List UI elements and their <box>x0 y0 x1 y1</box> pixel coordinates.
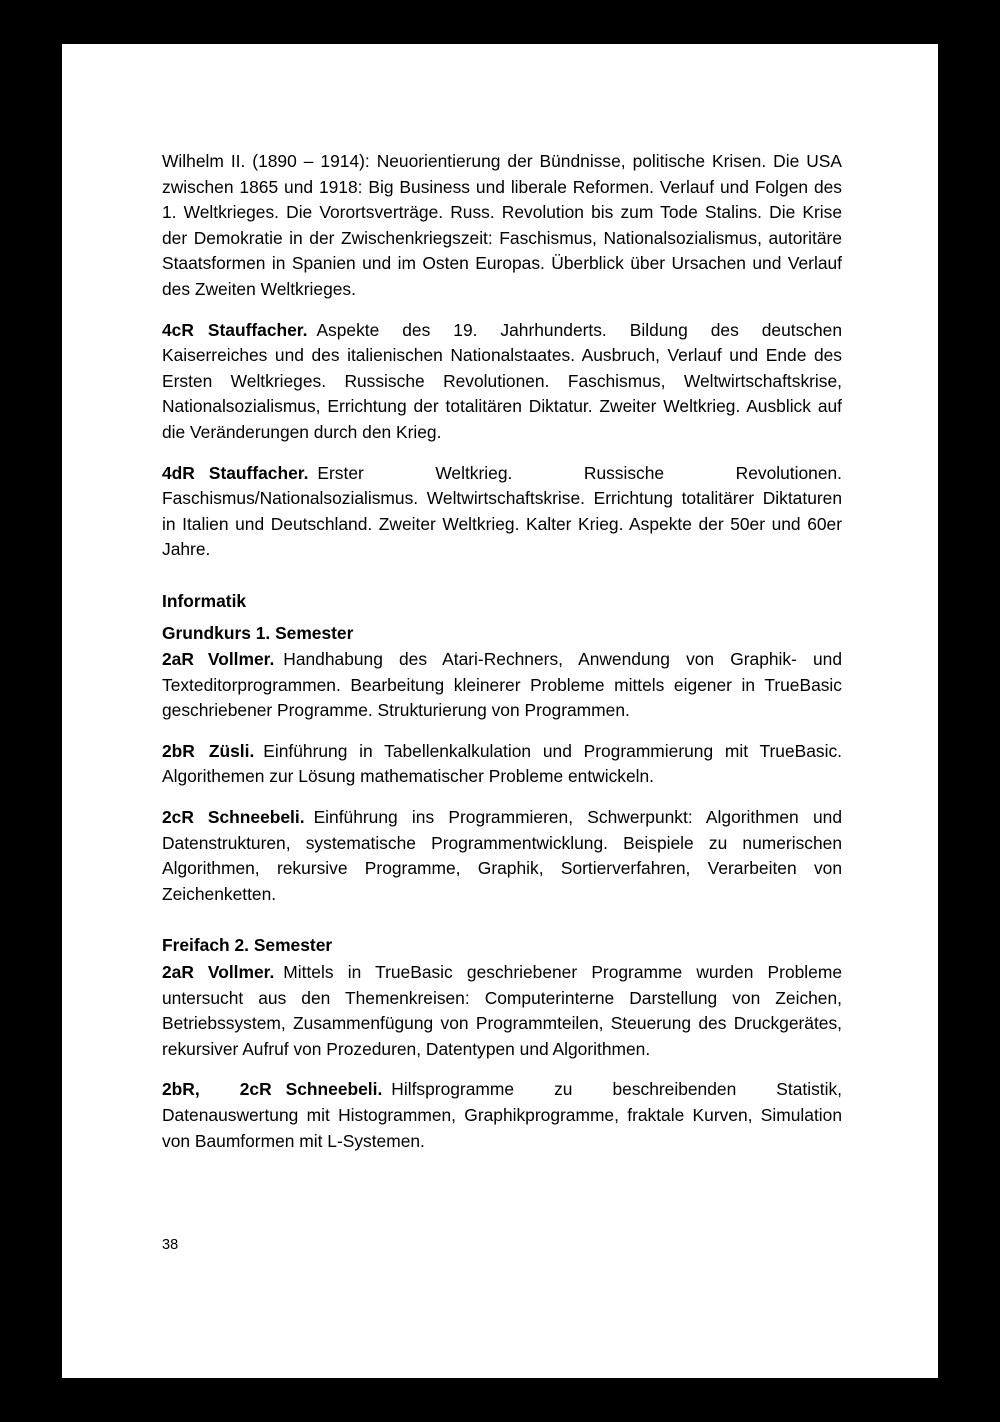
paragraph-text: Wilhelm II. (1890 – 1914): Neuorientierung der Bündnisse, politische Krisen. Die USA zwischen 1865 und 1918: Big Business und liberale Reformen. Verlauf und Folgen des 1. Weltkrieges. Die Vorortsverträge. Russ. Revolution bis zum Tode Stalins. Die Krise der Demokratie in der Zwischenkriegszeit: Faschismus, Nationalsozialismus, autoritäre Staatsformen in Spanien und im Osten Europas. Überblick über Ursachen und Verlauf des Zweiten Weltkrieges. <box>162 151 842 299</box>
teacher-name: Vollmer. <box>207 649 275 670</box>
paragraph-history-continuation <box>162 149 842 303</box>
page-number: 38 <box>162 1237 179 1253</box>
course-code: 2bR <box>162 740 195 761</box>
teacher-name: Stauffacher. <box>208 462 309 483</box>
course-description: Mittels in TrueBasic geschriebener Programme wurden Probleme untersucht aus den Themenkreisen: Computerinterne Darstellung von Zeichen, Betriebssystem, Zusammenfügung von Programmteilen, Steuerung des Druckgerätes, rekursiver Aufruf von Prozeduren, Datentypen und Algorithmen. <box>162 962 842 1059</box>
course-entry-4dR <box>162 461 842 563</box>
course-code: 4dR <box>162 462 195 483</box>
course-description: Einführung ins Programmieren, Schwerpunkt: Algorithmen und Datenstrukturen, systematische Programmentwicklung. Beispiele zu numerischen Algorithmen, rekursive Programme, Graphik, Sortierverfahren, Verarbeiten von Zeichenketten. <box>162 807 842 904</box>
course-code: 2aR <box>162 649 194 670</box>
teacher-name: Züsli. <box>208 740 255 761</box>
course-code: 2bR, 2cR <box>162 1079 272 1100</box>
course-description: Hilfsprogramme zu beschreibenden Statistik, Datenauswertung mit Histogrammen, Graphikprogramme, fraktale Kurven, Simulation von Baumformen mit L-Systemen. <box>162 1079 842 1151</box>
group-heading-freifach: Freifach 2. Semester <box>162 935 333 956</box>
teacher-name: Stauffacher. <box>207 319 308 340</box>
group-heading-grundkurs: Grundkurs 1. Semester <box>162 622 354 643</box>
course-description: Erster Weltkrieg. Russische Revolutionen. Faschismus/Nationalsozialismus. Weltwirtschaftskrise. Errichtung totalitärer Diktaturen in Italien und Deutschland. Zweiter Weltkrieg. Kalter Krieg. Aspekte der 50er und 60er Jahre. <box>162 462 842 560</box>
course-entry-2bR-2cR-schneebeli <box>162 1077 842 1154</box>
course-code: 2cR <box>162 807 194 828</box>
course-description: Handhabung des Atari-Rechners, Anwendung von Graphik- und Texteditorprogrammen. Bearbeitung kleinerer Probleme mittels eigener in TrueBasic geschriebener Programme. Strukturierung von Programmen. <box>162 649 842 721</box>
course-description: Aspekte des 19. Jahrhunderts. Bildung des deutschen Kaiserreiches und des italienischen Nationalstaates. Ausbruch, Verlauf und Ende des Ersten Weltkrieges. Russische Revolutionen. Faschismus, Weltwirtschaftskrise, Nationalsozialismus, Errichtung der totalitären Diktatur. Zweiter Weltkrieg. Ausblick auf die Veränderungen durch den Krieg. <box>162 319 842 442</box>
document-page <box>62 44 938 1378</box>
page-content <box>162 149 842 1156</box>
teacher-name: Schneebeli. <box>285 1079 383 1100</box>
course-entry-2bR-zuesli <box>162 739 842 790</box>
course-entry-2cR-schneebeli <box>162 805 842 907</box>
teacher-name: Schneebeli. <box>207 807 305 828</box>
course-entry-2aR-vollmer <box>162 647 842 724</box>
course-code: 2aR <box>162 962 194 983</box>
teacher-name: Vollmer. <box>207 962 275 983</box>
section-title-informatik: Informatik <box>162 590 247 611</box>
course-code: 4cR <box>162 319 194 340</box>
course-description: Einführung in Tabellenkalkulation und Programmierung mit TrueBasic. Algorithemen zur Lösung mathematischer Probleme entwickeln. <box>162 740 842 787</box>
course-entry-4cR <box>162 318 842 446</box>
course-entry-2aR-vollmer-freifach <box>162 960 842 1062</box>
